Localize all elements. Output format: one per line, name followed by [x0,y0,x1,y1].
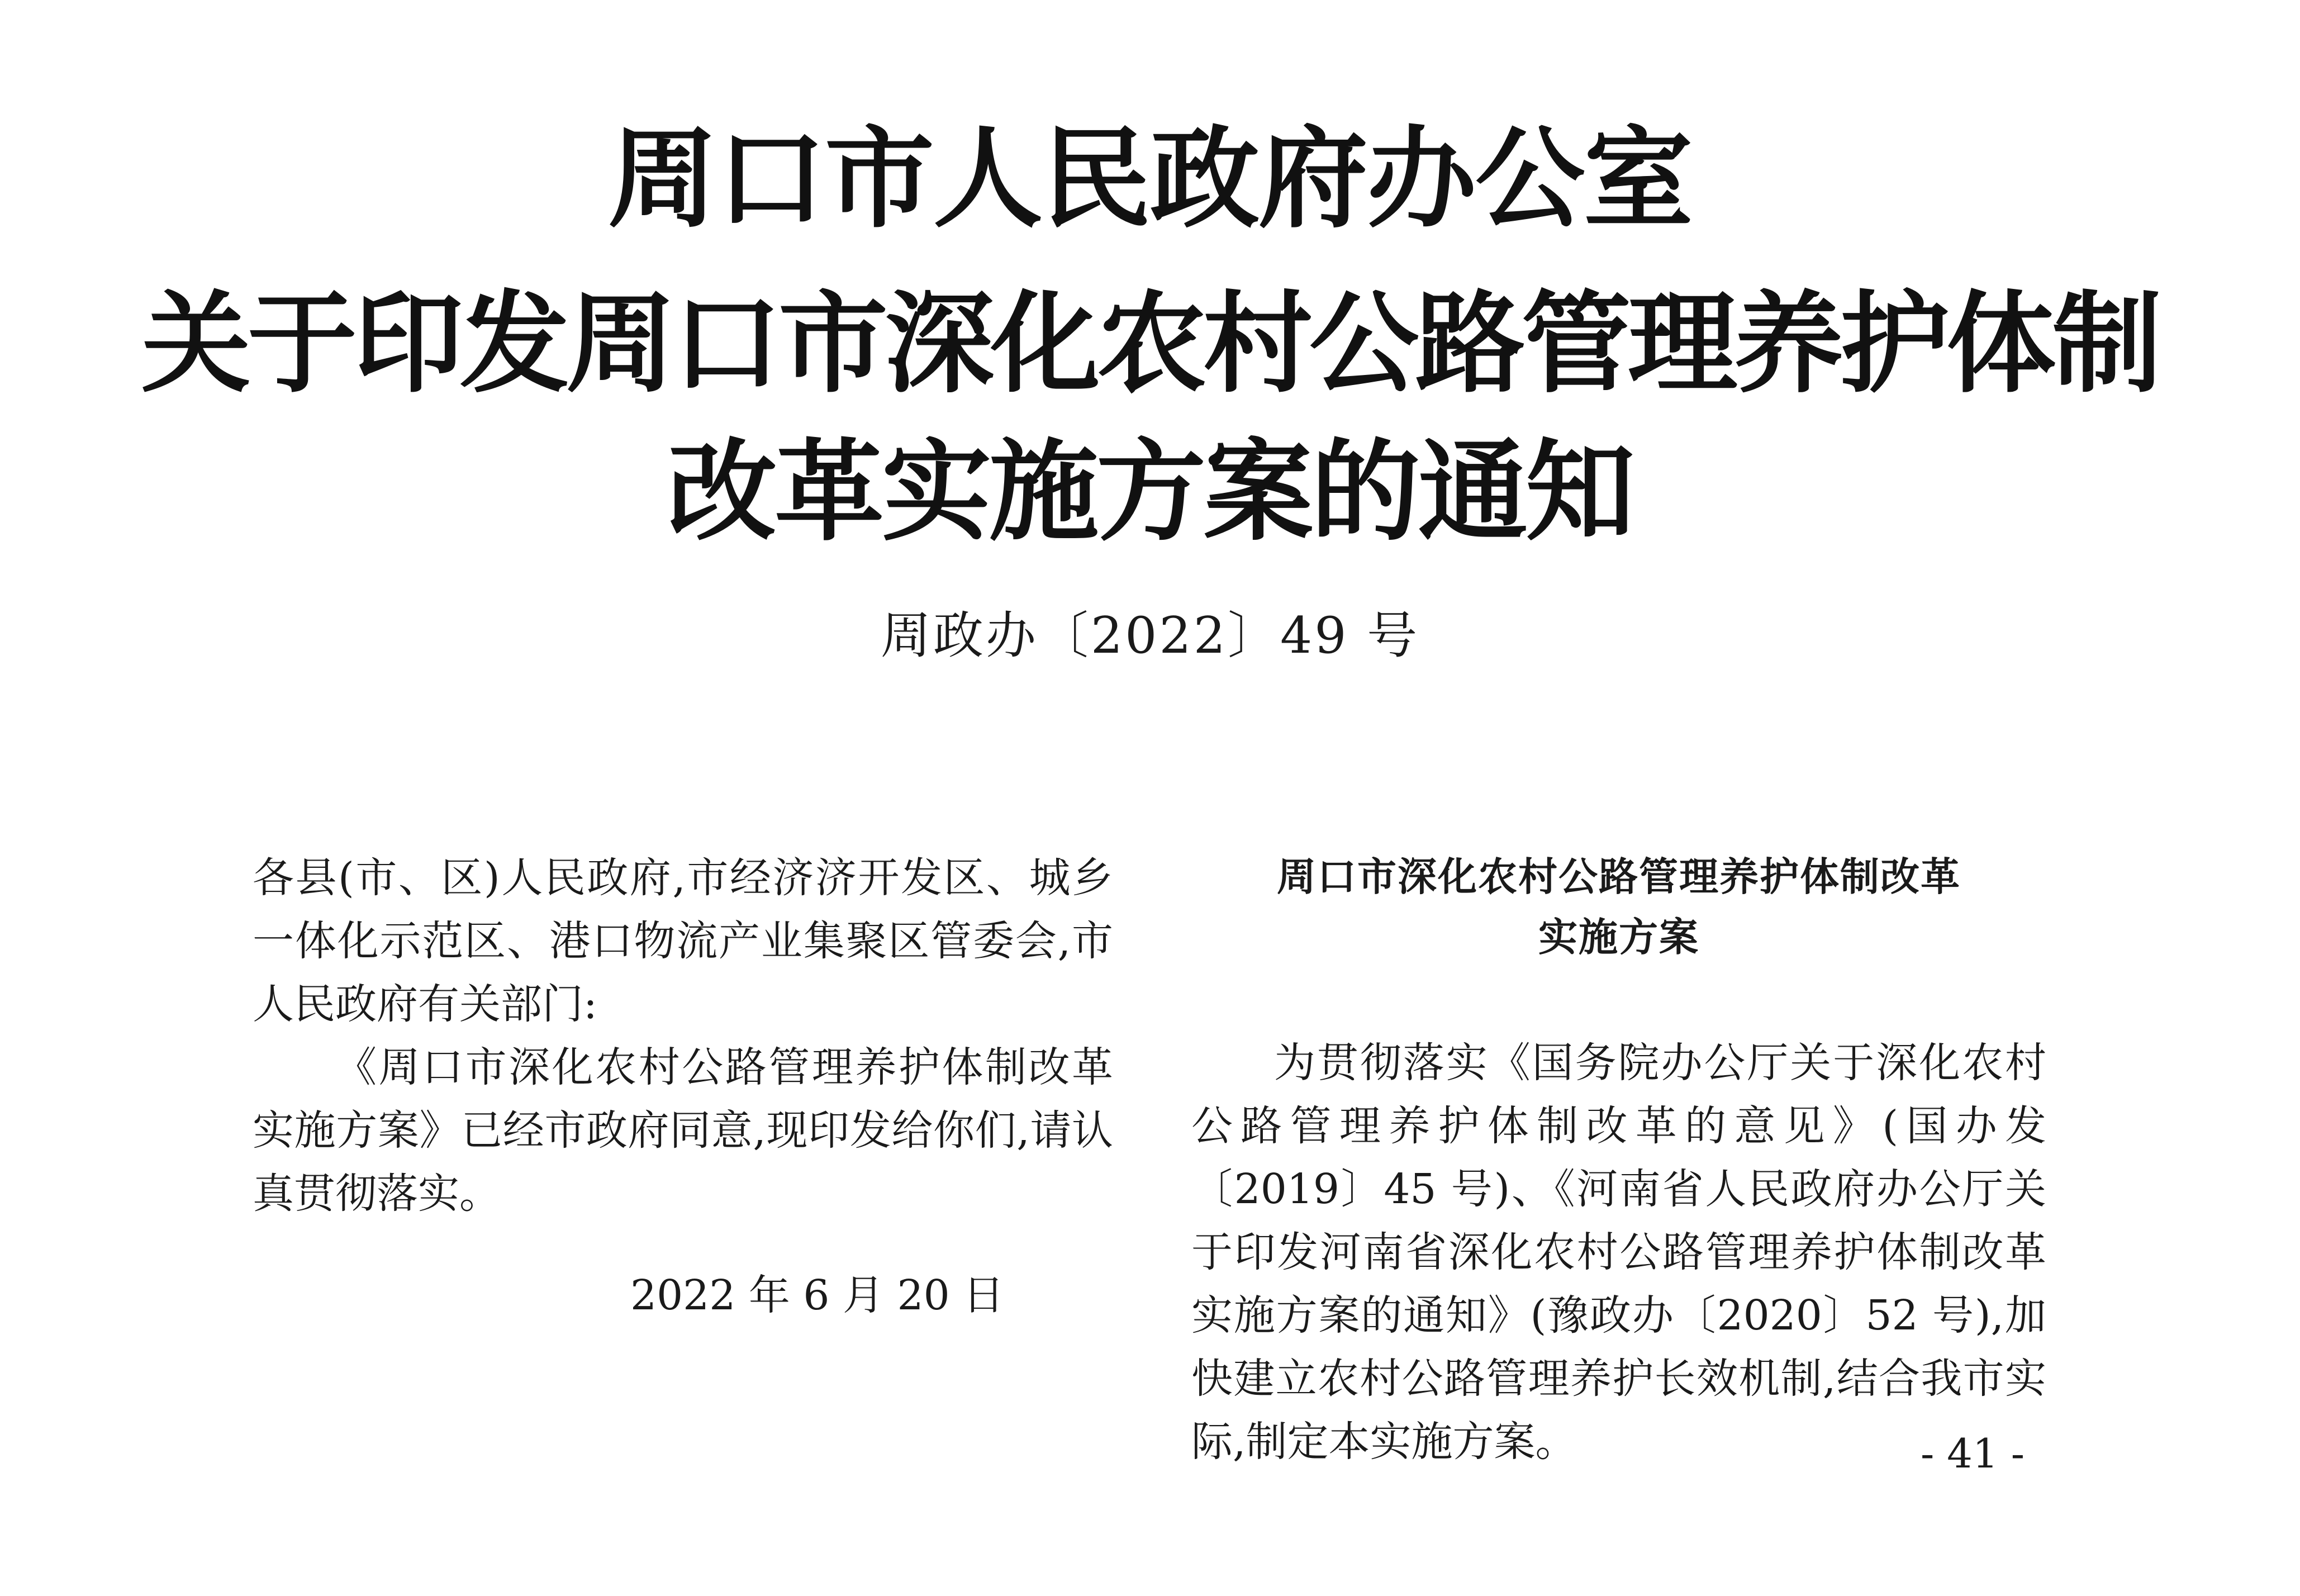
plan-title-line-2: 实施方案 [1538,914,1699,960]
plan-title-spacing [1191,967,2046,1032]
document-title-line-3: 改革实施方案的通知 [667,428,1633,556]
document-number: 周政办〔2022〕49 号 [880,606,1420,665]
plan-column [1191,847,2046,1474]
notice-column [253,847,1113,1226]
plan-intro-paragraph: 为贯彻落实《国务院办公厅关于深化农村公路管理养护体制改革的意见》(国办发〔2019〕45 号)、《河南省人民政府办公厅关于印发河南省深化农村公路管理养护体制改革实施方案的通知》(豫政办〔2020〕52 号),加快建立农村公路管理养护长效机制,结合我市实际,制定本实施方案。 [1191,1039,2046,1466]
notice-addressee: 各县(市、区)人民政府,市经济济开发区、城乡一体化示范区、港口物流产业集聚区管委会,市人民政府有关部门: [253,854,1113,1028]
document-title-line-2: 关于印发周口市深化农村公路管理养护体制 [141,279,2159,408]
page-number: - 41 - [1920,1430,2025,1477]
notice-body: 《周口市深化农村公路管理养护体制改革实施方案》已经市政府同意,现印发给你们,请认真贯彻落实。 [253,1043,1113,1218]
document-title-line-1: 周口市人民政府办公室 [607,115,1692,243]
notice-date: 2022 年 6 月 20 日 [630,1271,1005,1319]
plan-title-line-1: 周口市深化农村公路管理养护体制改革 [1277,854,1961,900]
